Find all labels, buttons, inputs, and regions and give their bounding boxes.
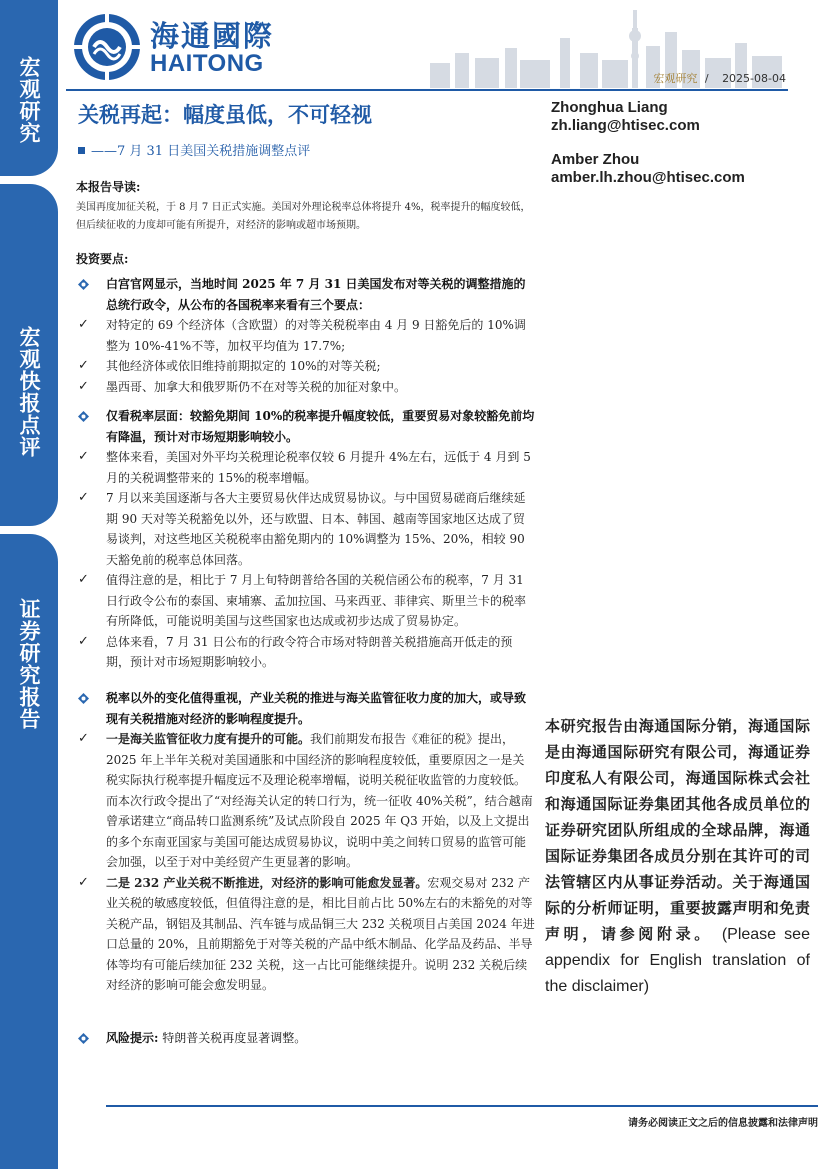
key-point-heading [76, 688, 536, 729]
key-point-heading [76, 406, 536, 447]
key-point-heading [76, 274, 536, 315]
key-point-heading-text: 税率以外的变化值得重视，产业关税的推进与海关监管征收力度的加大，或导致现有关税措施对经济的影响程度提升。 [106, 691, 527, 726]
guide-text: 美国再度加征关税，于 8 月 7 日正式实施。美国对外理论税率总体将提升 4%，税率提升的幅度较低，但后续征收的力度却可能有所提升，对经济的影响或超市场预期。 [76, 202, 531, 231]
analyst-name: Amber Zhou [551, 151, 640, 168]
analyst-email[interactable]: amber.lh.zhou@htisec.com [551, 169, 745, 186]
list-item-text: 我们前期发布报告《难征的税》提出，2025 年上半年关税对美国通胀和中国经济的影响程度较低，重要原因之一是关税实际执行税率提升幅度远不及理论税率增幅，说明关税征收监管的力度较低。而本次行政令提出了“对经海关认定的转口行为，统一征收 40%关税”，结合越南曾承诺建立“商品转口监测系统”及试点阶段自 2025 年 Q3 开始，以及上文提出的多个东南亚国家与美国可能达成贸易协议，说明中美之间转口贸易的监管可能会加强，以至于对中美经贸产生更显著的影响。 [106, 732, 533, 869]
checkmark-icon: ✓ [78, 378, 89, 394]
key-point-heading-text: 仅看税率层面：较豁免期间 10%的税率提升幅度较低，重要贸易对象较豁免前均有降温，预计对市场短期影响较小。 [106, 409, 535, 444]
list-item [76, 447, 536, 488]
checkmark-icon: ✓ [78, 633, 89, 649]
sidebar-label-securities-report: 证券研究报告 [17, 598, 42, 730]
header-divider [66, 89, 788, 91]
points-heading: 投资要点: [76, 252, 129, 266]
report-subtitle-text: ——7 月 31 日美国关税措施调整点评 [91, 144, 311, 159]
key-point [76, 688, 536, 996]
guide-heading: 本报告导读: [76, 180, 141, 194]
list-item [76, 315, 536, 356]
diamond-bullet-icon [78, 279, 89, 290]
list-item [76, 356, 536, 377]
key-point [76, 274, 536, 397]
list-item-text: 7 月以来美国逐渐与各大主要贸易伙伴达成贸易协议。与中国贸易磋商后继续延期 90 天对等关税豁免以外，还与欧盟、日本、韩国、越南等国家地区达成了贸易谈判，对这些地区关税税率由豁免期内的 10%调整为 15%、20%，相较 90 天豁免前的税率总体回落。 [106, 491, 526, 567]
footer-divider [106, 1105, 818, 1107]
risk-text: 特朗普关税再度显著调整。 [162, 1031, 307, 1045]
checkmark-icon: ✓ [78, 449, 89, 464]
sidebar [0, 0, 58, 1169]
list-item [76, 729, 536, 873]
report-date: 2025-08-04 [722, 72, 786, 85]
list-item-text: 整体来看，美国对外平均关税理论税率仅较 6 月提升 4%左右，远低于 4 月到 5 月的关税调整带来的 15%的税率增幅。 [106, 450, 531, 485]
analyst-list [551, 99, 745, 187]
list-item [76, 570, 536, 632]
report-title: 关税再起：幅度虽低，不可轻视 [78, 103, 372, 127]
disclaimer-chinese: 本研究报告由海通国际分销，海通国际是由海通国际研究有限公司，海通证券印度私人有限公司，海通国际株式会社和海通国际证券集团其他各成员单位的证券研究团队所组成的全球品牌，海通国际证券集团各成员分别在其许可的司法管辖区内从事证券活动。关于海通国际的分析师证明，重要披露声明和免责声明，请参阅附录。 [545, 717, 810, 943]
square-bullet-icon [78, 147, 85, 154]
sidebar-label-macro-research: 宏观研究 [17, 56, 42, 144]
checkmark-icon: ✓ [78, 317, 89, 332]
list-item-bold-lead: 二是 232 产业关税不断推进，对经济的影响可能愈发显著。 [106, 875, 428, 890]
key-point-heading-text: 白宫官网显示，当地时间 2025 年 7 月 31 日美国发布对等关税的调整措施的总统行政令，从公布的各国税率来看有三个要点： [106, 277, 526, 312]
sidebar-block-macro-flash [0, 184, 58, 526]
report-meta [653, 70, 786, 86]
list-item [76, 632, 536, 673]
diamond-bullet-icon [78, 1033, 89, 1044]
risk-note [76, 1028, 536, 1049]
report-subtitle [78, 140, 310, 159]
sidebar-block-macro-research [0, 0, 58, 176]
list-item-text: 墨西哥、加拿大和俄罗斯仍不在对等关税的加征对象中。 [106, 379, 407, 394]
list-item-text: 总体来看，7 月 31 日公布的行政令符合市场对特朗普关税措施高开低走的预期，预计对市场短期影响较小。 [106, 634, 513, 669]
list-item [76, 488, 536, 570]
diamond-bullet-icon [78, 693, 89, 704]
list-item-bold-lead: 一是海关监管征收力度有提升的可能。 [106, 732, 311, 746]
checkmark-icon: ✓ [78, 358, 89, 373]
disclaimer-box [545, 713, 810, 999]
list-item-text: 其他经济体或依旧维持前期拟定的 10%的对等关税; [106, 359, 381, 373]
risk-note-line [76, 1028, 536, 1049]
list-item-text: 宏观交易对 232 产业关税的敏感度较低，但值得注意的是，相比目前占比 50%左右的未豁免的对等关税产品，钢铝及其制品、汽车链与成品铜三大 232 关税项目占美国 2024 年进口总量的 20%，且前期豁免于对等关税的产品中纸木制品、化学品及药品、半导体等均有可能后续加征 232 关税，这一占比可能继续提升。说明 232 关税后续对经济的影响可能会愈发明显。 [106, 875, 535, 992]
sidebar-block-securities-report [0, 534, 58, 1169]
meta-separator: / [704, 72, 709, 85]
sidebar-label-macro-flash: 宏观快报点评 [17, 326, 42, 458]
list-item-text: 值得注意的是，相比于 7 月上旬特朗普给各国的关税信函公布的税率，7 月 31 日行政令公布的泰国、柬埔寨、孟加拉国、马来西亚、菲律宾、斯里兰卡的税率有所降低，可能说明美国与这些国家也达成或初步达成了贸易协定。 [106, 573, 527, 628]
checkmark-icon: ✓ [78, 572, 89, 587]
analyst-email[interactable]: zh.liang@htisec.com [551, 117, 700, 134]
logo-english-name: HAITONG [150, 50, 264, 77]
risk-label: 风险提示: [106, 1031, 159, 1045]
list-item-text: 对特定的 69 个经济体（含欧盟）的对等关税税率由 4 月 9 日豁免后的 10%调整为 10%-41%不等，加权平均值为 17.7%; [106, 318, 526, 353]
analyst-name: Zhonghua Liang [551, 99, 668, 116]
diamond-bullet-icon [78, 411, 89, 422]
checkmark-icon: ✓ [78, 490, 89, 505]
disclaimer-english: (Please see appendix for English translation of the disclaimer) [545, 926, 810, 995]
logo-chinese-name: 海通國際 [150, 19, 275, 53]
checkmark-icon: ✓ [78, 731, 89, 746]
list-item [76, 377, 536, 398]
footer-notice: 请务必阅读正文之后的信息披露和法律声明 [628, 1118, 818, 1129]
key-point [76, 406, 536, 673]
report-category: 宏观研究 [653, 72, 698, 85]
haitong-logo-icon [72, 12, 142, 86]
list-item [76, 873, 536, 996]
checkmark-icon: ✓ [78, 874, 89, 890]
